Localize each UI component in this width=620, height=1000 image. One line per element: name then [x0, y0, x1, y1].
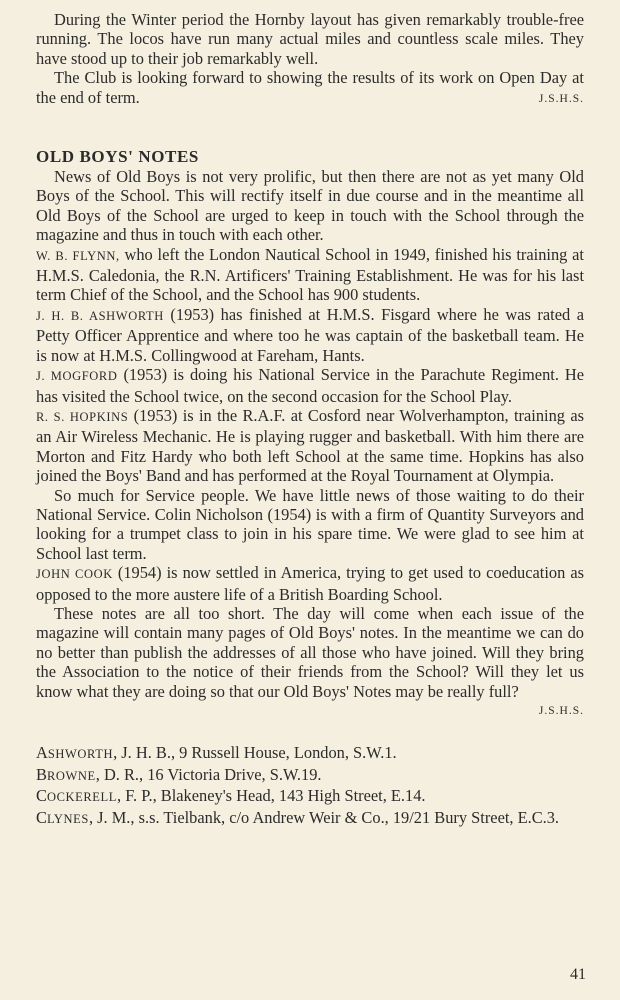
page-number: 41	[570, 966, 586, 983]
entry-text: (1954) is now settled in America, trying to get used to coeducation as opposed to the more austere life of a British Boarding School.	[36, 563, 584, 604]
old-boys-signature: J.S.H.S.	[538, 705, 584, 717]
entry-cook	[36, 563, 584, 604]
surname-initial: C	[36, 786, 47, 806]
old-boys-heading: OLD BOYS' NOTES	[36, 147, 199, 167]
surname-rest: ROWNE	[46, 768, 96, 783]
magazine-page	[36, 10, 584, 829]
surname-rest: LYNES	[46, 811, 89, 826]
surname-rest: OCKERELL	[46, 790, 118, 805]
entry-flynn	[36, 245, 584, 305]
entry-text: (1953) is doing his National Service in the Parachute Regiment. He has visited the School twice, on the second occasion for the School Play.	[36, 365, 584, 406]
address-entry	[36, 765, 584, 787]
address-list	[36, 743, 584, 829]
hornby-paragraph: During the Winter period the Hornby layout has given remarkably trouble-free running. The locos have run many actual miles and countless scale miles. They have stood up to their job remarkably well.	[36, 10, 584, 68]
old-boys-intro: News of Old Boys is not very prolific, but then there are not as yet many Old Boys of the School. This will rectify itself in due course and in the meantime all Old Boys of the School are urged to keep in touch with the School through the magazine and thus in touch with each other.	[36, 167, 584, 245]
entry-text: (1953) has finished at H.M.S. Fisgard where he was rated a Petty Officer Apprentice and where too he was captain of the basketball team. He is now at H.M.S. Collingwood at Fareham, Hants.	[36, 304, 584, 365]
open-day-text: The Club is looking forward to showing the results of its work on Open Day at the end of term.	[36, 68, 584, 107]
address-details: , F. P., Blakeney's Head, 143 High Street, E.14.	[117, 786, 426, 806]
entry-name: J. H. B. ASHWORTH	[36, 308, 164, 323]
surname-initial: C	[36, 807, 47, 827]
entry-name: W. B. FLYNN,	[36, 248, 120, 263]
service-paragraph: So much for Service people. We have little news of those waiting to do their National Service. Colin Nicholson (1954) is with a firm of Quantity Surveyors and looking for a trumpet class to join in his spare time. We were glad to see him at School last term.	[36, 485, 584, 563]
entry-text: who left the London Nautical School in 1949, finished his training at H.M.S. Caledonia, the R.N. Artificers' Training Establishment. He was for his last term Chief of the School, and the School has 900 students.	[36, 244, 584, 305]
address-details: , J. H. B., 9 Russell House, London, S.W.1.	[113, 743, 397, 762]
address-details: , D. R., 16 Victoria Drive, S.W.19.	[95, 764, 322, 784]
closing-paragraph: These notes are all too short. The day will come when each issue of the magazine will contain many pages of Old Boys' notes. In the meantime we can do no better than publish the addresses of all those who have joined. Will they bring the Association to the notice of their friends from the School? Will they let us know what they are doing so that our Old Boys' Notes may be really full?	[36, 603, 584, 701]
address-entry	[36, 786, 584, 808]
entry-name: JOHN COOK	[36, 567, 113, 582]
address-details: , J. M., s.s. Tielbank, c/o Andrew Weir & Co., 19/21 Bury Street, E.C.3.	[88, 807, 560, 827]
entry-ashworth	[36, 305, 584, 365]
entry-mogford	[36, 365, 584, 406]
entry-hopkins	[36, 406, 584, 486]
open-day-paragraph	[36, 68, 584, 107]
surname-initial: A	[36, 743, 48, 762]
surname-initial: B	[36, 764, 47, 784]
address-entry	[36, 743, 584, 765]
surname-rest: SHWORTH	[47, 747, 114, 761]
address-entry	[36, 808, 584, 830]
entry-name: R. S. HOPKINS	[36, 409, 129, 424]
entry-name: J. MOGFORD	[36, 369, 118, 384]
entry-text: (1953) is in the R.A.F. at Cosford near Wolverhampton, training as an Air Wireless Mechanic. He is playing rugger and basketball. With him there are Morton and Fitz Hardy who both left School at the same time. Hopkins has also joined the Boys' Band and has performed at the Royal Tournament at Olympia.	[36, 405, 584, 486]
hornby-signature: J.S.H.S.	[538, 92, 584, 105]
